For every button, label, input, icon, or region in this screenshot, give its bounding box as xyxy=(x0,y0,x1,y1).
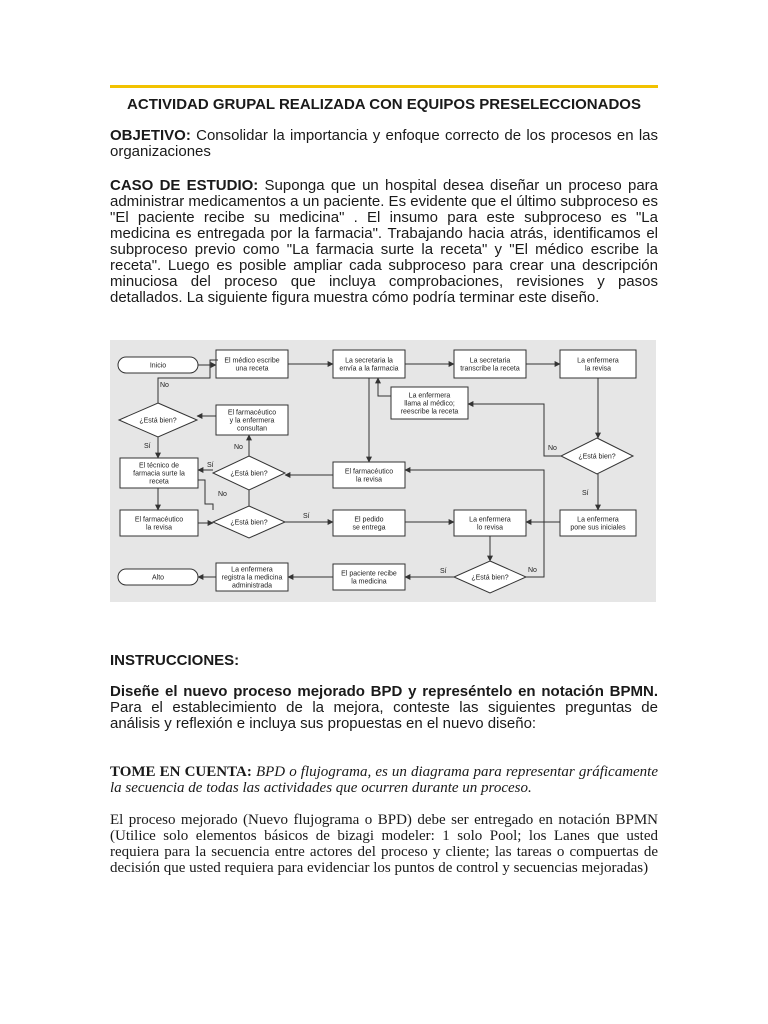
label-no-3: No xyxy=(218,491,227,498)
node-farma-enfermera-consultan-label-line-1: y la enfermera xyxy=(229,417,275,425)
node-enfermera-registra-label-line-1: registra la medicina xyxy=(221,574,283,582)
instrucciones-heading: INSTRUCCIONES: xyxy=(110,652,240,669)
node-secretaria-envia-label-line-0: La secretaria la xyxy=(345,357,393,365)
label-no-2: No xyxy=(234,444,243,451)
decision-4-label: ¿Está bien? xyxy=(230,519,268,527)
label-no-4: No xyxy=(548,445,557,452)
tome-paragraph xyxy=(110,764,658,796)
node-farma-enfermera-consultan-label-line-2: consultan xyxy=(237,425,267,433)
node-enfermera-revisa-label-line-0: La enfermera xyxy=(577,357,619,365)
node-enfermera-llama-label-line-2: reescribe la receta xyxy=(400,408,459,416)
node-farmaceutico-revisa-mid-label-line-0: El farmacéutico xyxy=(344,468,394,476)
node-paciente-recibe-label-line-0: El paciente recibe xyxy=(341,570,397,578)
node-enfermera-lo-revisa-label-line-1: lo revisa xyxy=(476,524,504,532)
tome-label: TOME EN CUENTA: xyxy=(110,764,252,780)
decision-5-label: ¿Está bien? xyxy=(471,574,509,582)
node-enfermera-llama-label-line-0: La enfermera xyxy=(408,392,451,400)
node-tecnico-surte-label-line-2: receta xyxy=(149,478,169,486)
node-tecnico-surte-label-line-0: El técnico de xyxy=(138,462,180,470)
node-enfermera-registra-label-line-2: administrada xyxy=(231,582,273,590)
node-paciente-recibe-label-line-1: la medicina xyxy=(351,578,387,586)
node-farma-enfermera-consultan-label-line-0: El farmacéutico xyxy=(227,409,277,417)
decision-2-label: ¿Está bien? xyxy=(230,470,268,478)
objetivo-paragraph xyxy=(110,128,658,160)
node-farmaceutico-revisa-left-label-line-1: la revisa xyxy=(145,524,173,532)
node-farmaceutico-revisa-left-label-line-0: El farmacéutico xyxy=(134,516,184,524)
node-medico-escribe-label-line-1: una receta xyxy=(235,365,269,373)
flowchart-svg xyxy=(110,340,656,602)
label-si-1: Sí xyxy=(144,443,151,450)
node-enfermera-iniciales-label-line-0: La enfermera xyxy=(577,516,619,524)
label-si-3: Sí xyxy=(303,513,310,520)
caso-paragraph xyxy=(110,178,658,306)
node-secretaria-transcribe-label-line-1: transcribe la receta xyxy=(460,365,520,373)
label-no-5: No xyxy=(528,567,537,574)
label-si-2: Sí xyxy=(207,462,214,469)
node-enfermera-registra-label-line-0: La enfermera xyxy=(231,566,273,574)
node-enfermera-revisa-label-line-1: la revisa xyxy=(584,365,612,373)
caso-text: Suponga que un hospital desea diseñar un proceso para administrar medicamentos a un paciente. Es evidente que el último subproceso es "El paciente recibe su medicina" . El insumo para este subproceso es "La medicina es entregada por la farmacia". Trabajando hacia atrás, identificamos el subproceso previo como "La farmacia surte la receta" y "El médico escribe la receta". Luego es posible ampliar cada subproceso para crear una descripción minuciosa del proceso que incluya comprobaciones, revisiones y pasos detallados. La siguiente figura muestra cómo podría terminar este diseño. xyxy=(110,177,658,306)
node-secretaria-transcribe-label-line-0: La secretaria xyxy=(469,357,511,365)
disene-bold: Diseñe el nuevo proceso mejorado BPD y represéntelo en notación BPMN. xyxy=(110,683,658,700)
tome-text: BPD o flujograma, es un diagrama para representar gráficamente la secuencia de todas las actividades que ocurren durante un proceso. xyxy=(110,764,659,796)
node-enfermera-llama-label-line-1: llama al médico; xyxy=(404,400,455,408)
node-medico-escribe-label-line-0: El médico escribe xyxy=(224,357,280,365)
node-enfermera-lo-revisa-label-line-0: La enfermera xyxy=(469,516,511,524)
start-terminal-label-line-0: Inicio xyxy=(149,362,167,370)
objetivo-text: Consolidar la importancia y enfoque correcto de los procesos en las organizaciones xyxy=(110,127,658,160)
decision-1-label: ¿Está bien? xyxy=(139,417,177,425)
disene-paragraph xyxy=(110,684,658,732)
label-si-5: Sí xyxy=(440,568,447,575)
disene-text: Para el establecimiento de la mejora, conteste las siguientes preguntas de análisis y reflexión e incluya sus propuestas en el nuevo diseño: xyxy=(110,699,658,732)
node-secretaria-envia-label-line-1: envía a la farmacia xyxy=(339,365,399,373)
node-pedido-entrega-label-line-0: El pedido xyxy=(354,516,384,524)
top-accent-rule xyxy=(110,85,658,88)
node-farmaceutico-revisa-mid-label-line-1: la revisa xyxy=(355,476,383,484)
label-si-4: Sí xyxy=(582,490,589,497)
node-pedido-entrega-label-line-1: se entrega xyxy=(352,524,386,532)
caso-label: CASO DE ESTUDIO: xyxy=(110,177,259,194)
edge-tecnico-revisa xyxy=(198,480,213,510)
edge-llama-secretaria xyxy=(378,378,391,396)
node-tecnico-surte-label-line-1: farmacia surte la xyxy=(133,470,185,478)
document-title: ACTIVIDAD GRUPAL REALIZADA CON EQUIPOS PRESELECCIONADOS xyxy=(127,96,641,113)
flowchart-figure xyxy=(110,340,656,602)
decision-3-label: ¿Está bien? xyxy=(578,453,616,461)
node-enfermera-iniciales-label-line-1: pone sus iniciales xyxy=(570,524,626,532)
label-no-1: No xyxy=(160,382,169,389)
objetivo-label: OBJETIVO: xyxy=(110,127,191,144)
proceso-paragraph: El proceso mejorado (Nuevo flujograma o BPD) debe ser entregado en notación BPMN (Utilice solo elementos básicos de bizagi modeler: 1 solo Pool; los Lanes que usted requiera para la secuencia entre actores del proceso y cliente; las tareas o compuertas de decisión que usted requiera para evidenciar los puntos de control y secuencias mejoradas) xyxy=(110,812,658,876)
end-terminal-label-line-0: Alto xyxy=(151,574,165,582)
